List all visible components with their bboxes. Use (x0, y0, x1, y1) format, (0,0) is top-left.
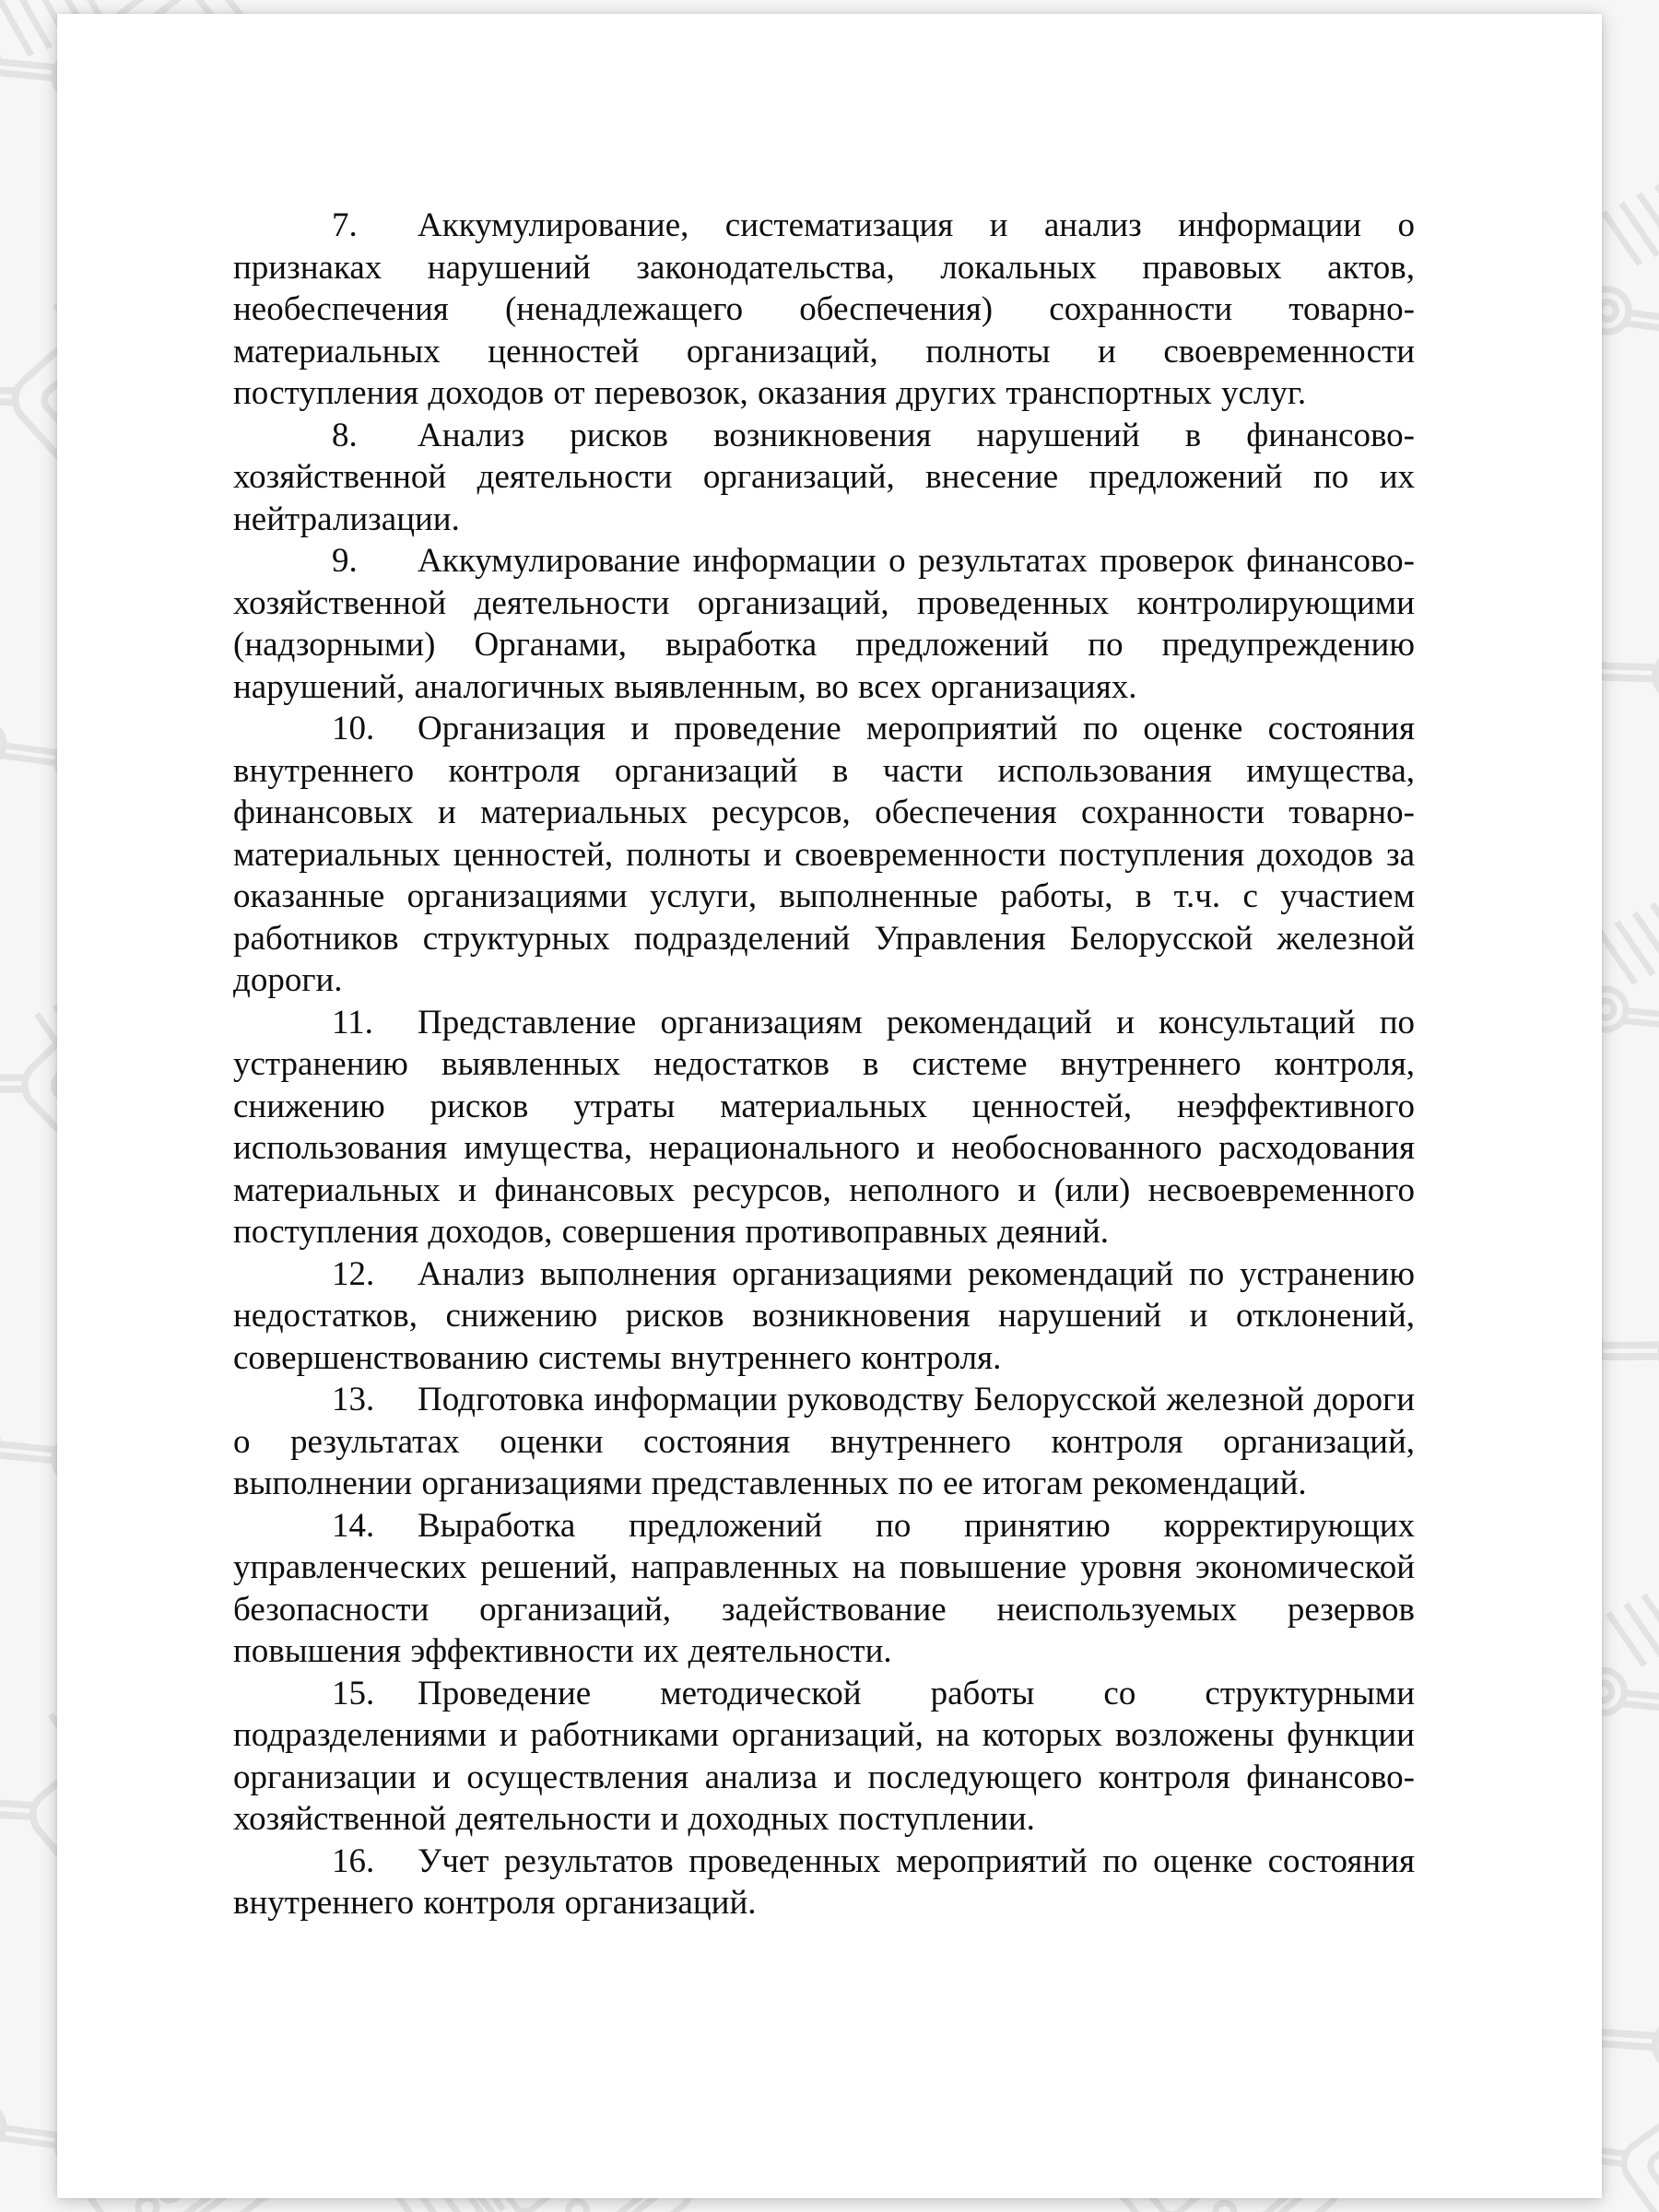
paragraph-number: 13. (332, 1381, 375, 1418)
paragraph-7 (233, 205, 1415, 415)
paragraph-text: Организация и проведение мероприятий по оценке состояния внутреннего контроля организаций в части использования имущества, финансовых и материальных ресурсов, обеспечения сохранности товарно-материальных ценностей, полноты и своевременности поступления доходов за оказанные организациями услуги, выполненные работы, в т.ч. с участием работников структурных подразделений Управления Белорусской железной дороги. (233, 710, 1415, 999)
paragraph-text: Анализ выполнения организациями рекомендаций по устранению недостатков, снижению рисков возникновения нарушений и отклонений, совершенствованию системы внутреннего контроля. (233, 1254, 1415, 1377)
paragraph-8 (233, 415, 1415, 541)
paragraph-number: 14. (332, 1506, 375, 1545)
paragraph-text: Аккумулирование, систематизация и анализ информации о признаках нарушений законодательства, локальных правовых актов, необеспечения (ненадлежащего обеспечения) сохранности товарно-материальных ценностей организаций, полноты и своевременности поступления доходов от перевозок, оказания других транспортных услуг. (233, 206, 1415, 412)
paragraph-number: 15. (332, 1674, 375, 1712)
paragraph-16 (233, 1841, 1415, 1924)
paragraph-text: Учет результатов проведенных мероприятий по оценке состояния внутреннего контроля организаций. (233, 1841, 1415, 1922)
paragraph-number: 10. (332, 710, 375, 747)
paragraph-14 (233, 1505, 1415, 1673)
paragraph-text: Подготовка информации руководству Белорусской железной дороги о результатах оценки состояния внутреннего контроля организаций, выполнении организациями представленных по ее итогам рекомендаций. (233, 1381, 1415, 1502)
paragraph-number: 11. (332, 1003, 373, 1041)
document-page (57, 14, 1602, 2198)
paragraph-number: 16. (332, 1841, 375, 1880)
paragraph-11 (233, 1002, 1415, 1253)
paragraph-text: Проведение методической работы со структурными подразделениями и работниками организаций, на которых возложены функции организации и осуществления анализа и последующего контроля финансово-хозяйственной деятельности и доходных поступлении. (233, 1674, 1415, 1838)
paragraph-text: Аккумулирование информации о результатах проверок финансово-хозяйственной деятельности организаций, проведенных контролирующими (надзорными) Органами, выработка предложений по предупреждению нарушений, аналогичных выявленным, во всех организациях. (233, 542, 1415, 706)
paragraph-9 (233, 540, 1415, 708)
paragraph-text: Выработка предложений по принятию корректирующих управленческих решений, направленных на повышение уровня экономической безопасности организаций, задействование неиспользуемых резервов повышения эффективности их деятельности. (233, 1506, 1415, 1670)
paragraph-number: 7. (332, 206, 358, 244)
paragraph-number: 12. (332, 1254, 375, 1293)
paragraph-10 (233, 708, 1415, 1002)
paragraph-number: 8. (332, 416, 358, 454)
paragraph-15 (233, 1673, 1415, 1841)
paragraph-12 (233, 1253, 1415, 1380)
paragraph-number: 9. (332, 542, 358, 580)
paragraph-text: Представление организациям рекомендаций и консультаций по устранению выявленных недостатков в системе внутреннего контроля, снижению рисков утраты материальных ценностей, неэффективного использования имущества, нерационального и необоснованного расходования материальных и финансовых ресурсов, неполного и (или) несвоевременного поступления доходов, совершения противоправных деяний. (233, 1003, 1415, 1251)
paragraph-text: Анализ рисков возникновения нарушений в финансово-хозяйственной деятельности организаций, внесение предложений по их нейтрализации. (233, 416, 1415, 538)
paragraph-13 (233, 1379, 1415, 1505)
